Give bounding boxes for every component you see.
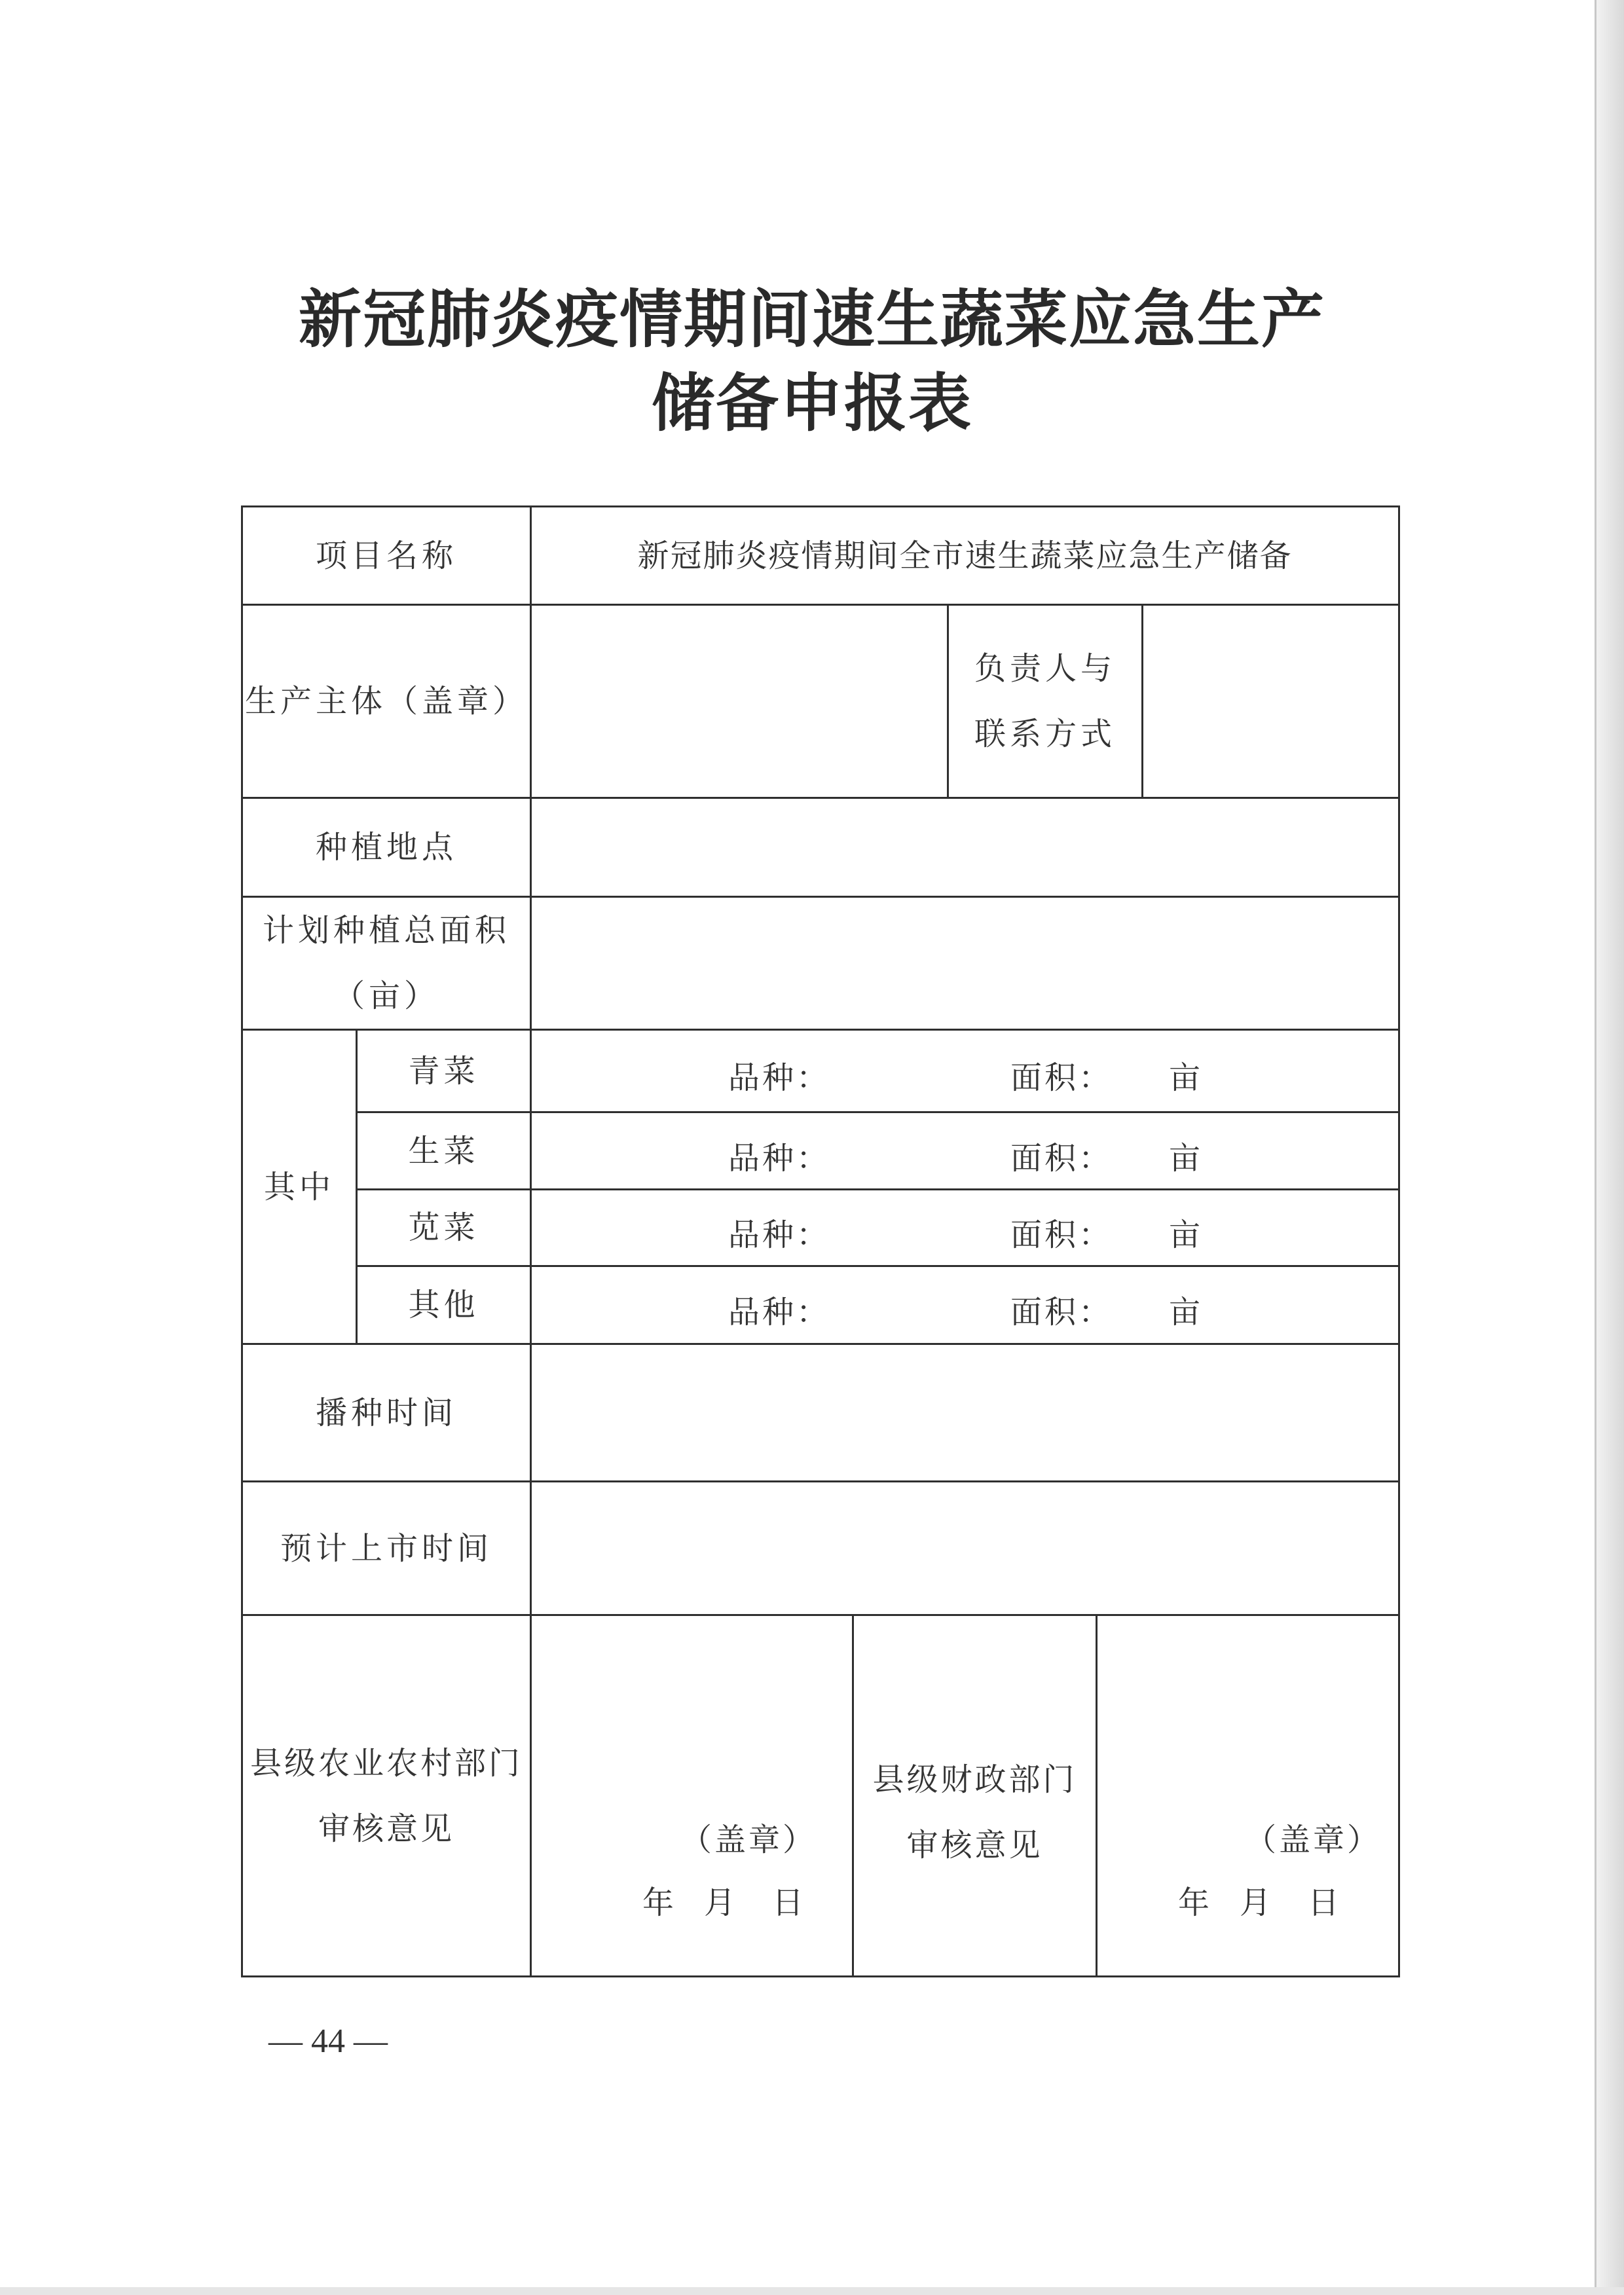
page-number: — 44 — bbox=[268, 2023, 388, 2060]
page-edge bbox=[1595, 0, 1624, 2295]
variety-label: 品种： bbox=[728, 1294, 831, 1331]
project-name-value: 新冠肺炎疫情期间全市速生蔬菜应急生产储备 bbox=[637, 537, 1293, 574]
agri-date-day: 日 bbox=[772, 1884, 807, 1921]
area-label: 面积： bbox=[1010, 1140, 1113, 1177]
area-label: 面积： bbox=[1010, 1294, 1113, 1331]
producer-field[interactable] bbox=[532, 606, 947, 797]
variety-label: 品种： bbox=[728, 1059, 831, 1096]
variety-label: 品种： bbox=[728, 1140, 831, 1177]
crop-name: 苋菜 bbox=[408, 1209, 479, 1246]
sowing-time-label: 播种时间 bbox=[315, 1394, 457, 1431]
finance-review-label: 县级财政部门 审核意见 bbox=[872, 1761, 1077, 1864]
market-time-field[interactable] bbox=[532, 1482, 1398, 1614]
agri-seal-label: （盖章） bbox=[680, 1822, 817, 1858]
column-divider bbox=[1096, 1614, 1098, 1975]
variety-label: 品种： bbox=[728, 1217, 831, 1253]
area-unit: 亩 bbox=[1169, 1059, 1204, 1096]
agri-review-label: 县级农业农村部门 审核意见 bbox=[249, 1744, 523, 1847]
document-title-line-2: 储备申报表 bbox=[652, 366, 972, 440]
area-unit: 亩 bbox=[1169, 1140, 1204, 1177]
finance-date-year: 年 bbox=[1178, 1884, 1213, 1921]
agri-date-month: 月 bbox=[704, 1884, 739, 1921]
project-name-label: 项目名称 bbox=[315, 537, 457, 574]
area-unit: 亩 bbox=[1169, 1294, 1204, 1331]
area-label: 面积： bbox=[1010, 1217, 1113, 1253]
document-title-line-1: 新冠肺炎疫情期间速生蔬菜应急生产 bbox=[299, 282, 1325, 356]
crop-name: 其他 bbox=[408, 1287, 479, 1323]
location-field[interactable] bbox=[532, 799, 1398, 896]
application-form-table bbox=[241, 505, 1400, 1977]
location-label: 种植地点 bbox=[315, 829, 457, 866]
crop-name: 生菜 bbox=[408, 1132, 479, 1169]
page-bottom-edge bbox=[0, 2287, 1624, 2295]
contact-field[interactable] bbox=[1143, 606, 1398, 797]
finance-date-day: 日 bbox=[1308, 1884, 1342, 1921]
producer-label: 生产主体（盖章） bbox=[244, 683, 528, 720]
sowing-time-field[interactable] bbox=[532, 1345, 1398, 1480]
area-label: 面积： bbox=[1010, 1059, 1113, 1096]
contact-label: 负责人与 联系方式 bbox=[974, 650, 1116, 752]
agri-date-year: 年 bbox=[642, 1884, 677, 1921]
total-area-field[interactable] bbox=[532, 898, 1398, 1029]
finance-date-month: 月 bbox=[1240, 1884, 1274, 1921]
of-which-label: 其中 bbox=[263, 1168, 335, 1205]
area-unit: 亩 bbox=[1169, 1217, 1204, 1253]
market-time-label: 预计上市时间 bbox=[280, 1530, 492, 1567]
total-area-label: 计划种植总面积 （亩） bbox=[262, 912, 510, 1014]
finance-seal-label: （盖章） bbox=[1245, 1822, 1382, 1858]
crop-name: 青菜 bbox=[408, 1052, 479, 1090]
